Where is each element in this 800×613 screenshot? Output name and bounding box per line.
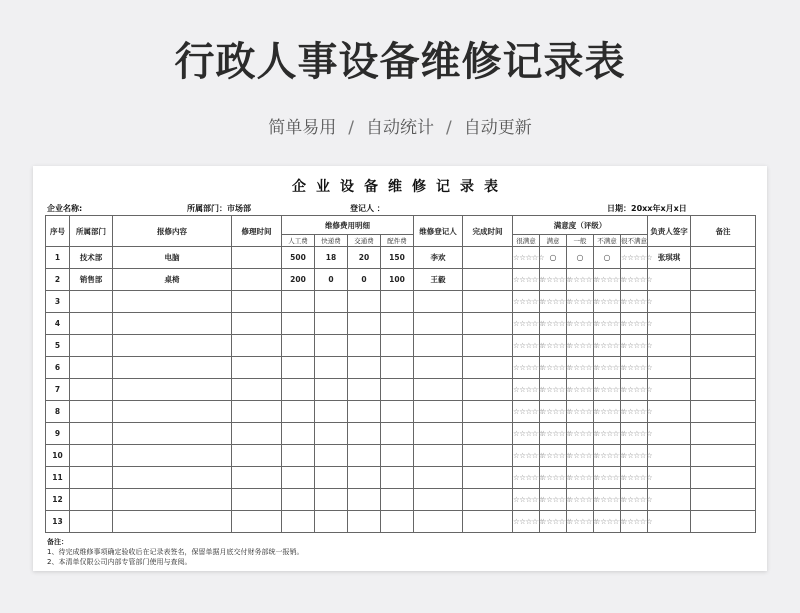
- cell-finish-time[interactable]: [463, 291, 513, 313]
- cell-transport[interactable]: [348, 489, 381, 511]
- cell-very-unsatisfied[interactable]: ☆☆☆☆☆: [621, 335, 648, 357]
- header-normal: 一般: [567, 235, 594, 247]
- table-row: [46, 489, 756, 511]
- cell-finish-time[interactable]: [463, 335, 513, 357]
- header-unsatisfied: 不满意: [594, 235, 621, 247]
- cell-transport[interactable]: [348, 467, 381, 489]
- cell-parts[interactable]: [381, 423, 414, 445]
- cell-registrar[interactable]: [414, 423, 463, 445]
- cell-repair-time[interactable]: [232, 357, 282, 379]
- cell-satisfied[interactable]: ☆☆☆☆☆: [540, 467, 567, 489]
- cell-remark[interactable]: [691, 467, 756, 489]
- cell-finish-time[interactable]: [463, 401, 513, 423]
- cell-very-satisfied[interactable]: ☆☆☆☆☆: [513, 445, 540, 467]
- cell-satisfied[interactable]: ☆☆☆☆☆: [540, 313, 567, 335]
- cell-satisfied[interactable]: ☆☆☆☆☆: [540, 269, 567, 291]
- cell-parts[interactable]: 150: [381, 247, 414, 269]
- cell-department[interactable]: 技术部: [70, 247, 113, 269]
- cell-satisfied[interactable]: ○: [540, 247, 567, 269]
- cell-very-unsatisfied[interactable]: ☆☆☆☆☆: [621, 247, 648, 269]
- cell-department[interactable]: [70, 401, 113, 423]
- feature-easy: 简单易用: [268, 118, 337, 138]
- separator: /: [348, 118, 354, 138]
- cell-remark[interactable]: [691, 247, 756, 269]
- separator: /: [446, 118, 452, 138]
- cell-content[interactable]: 电脑: [113, 247, 232, 269]
- cell-labor[interactable]: [282, 401, 315, 423]
- cell-parts[interactable]: [381, 467, 414, 489]
- cell-transport[interactable]: [348, 357, 381, 379]
- cell-parts[interactable]: [381, 489, 414, 511]
- page-title: 行政人事设备维修记录表: [174, 39, 626, 85]
- cell-transport[interactable]: [348, 445, 381, 467]
- cell-very-unsatisfied[interactable]: ☆☆☆☆☆: [621, 489, 648, 511]
- note-line-2: 2、本清单仅限公司内部专管部门使用与查阅。: [47, 558, 192, 566]
- cell-finish-time[interactable]: [463, 379, 513, 401]
- cell-unsatisfied[interactable]: ☆☆☆☆☆: [594, 401, 621, 423]
- cell-registrar[interactable]: [414, 489, 463, 511]
- cell-content[interactable]: [113, 357, 232, 379]
- cell-no[interactable]: 13: [46, 511, 70, 533]
- cell-finish-time[interactable]: [463, 247, 513, 269]
- cell-labor[interactable]: 500: [282, 247, 315, 269]
- cell-parts[interactable]: [381, 401, 414, 423]
- cell-repair-time[interactable]: [232, 313, 282, 335]
- cell-content[interactable]: [113, 335, 232, 357]
- cell-department[interactable]: [70, 467, 113, 489]
- header-content: 报修内容: [113, 216, 232, 247]
- cell-very-satisfied[interactable]: ☆☆☆☆☆: [513, 401, 540, 423]
- cell-satisfied[interactable]: ☆☆☆☆☆: [540, 511, 567, 533]
- cell-no[interactable]: 4: [46, 313, 70, 335]
- cell-content[interactable]: [113, 401, 232, 423]
- cell-no[interactable]: 9: [46, 423, 70, 445]
- header-repair-time: 修理时间: [232, 216, 282, 247]
- cell-signature[interactable]: [648, 379, 691, 401]
- cell-unsatisfied[interactable]: ☆☆☆☆☆: [594, 357, 621, 379]
- cell-registrar[interactable]: [414, 511, 463, 533]
- notes-title: 备注：: [47, 538, 68, 546]
- cell-normal[interactable]: ☆☆☆☆☆: [567, 313, 594, 335]
- cell-transport[interactable]: [348, 335, 381, 357]
- table-row: [46, 379, 756, 401]
- cell-parts[interactable]: [381, 291, 414, 313]
- cell-remark[interactable]: [691, 291, 756, 313]
- cell-very-unsatisfied[interactable]: ☆☆☆☆☆: [621, 379, 648, 401]
- cell-repair-time[interactable]: [232, 445, 282, 467]
- cell-satisfied[interactable]: ☆☆☆☆☆: [540, 489, 567, 511]
- sheet-title: 企业设备维修记录表: [292, 179, 508, 195]
- cell-labor[interactable]: [282, 357, 315, 379]
- cell-no[interactable]: 2: [46, 269, 70, 291]
- cell-very-unsatisfied[interactable]: ☆☆☆☆☆: [621, 511, 648, 533]
- cell-very-unsatisfied[interactable]: ☆☆☆☆☆: [621, 467, 648, 489]
- cell-registrar[interactable]: [414, 335, 463, 357]
- cell-labor[interactable]: [282, 335, 315, 357]
- cell-normal[interactable]: ☆☆☆☆☆: [567, 357, 594, 379]
- cell-satisfied[interactable]: ☆☆☆☆☆: [540, 401, 567, 423]
- cell-content[interactable]: [113, 467, 232, 489]
- cell-department[interactable]: [70, 511, 113, 533]
- cell-express[interactable]: [315, 313, 348, 335]
- cell-unsatisfied[interactable]: ☆☆☆☆☆: [594, 313, 621, 335]
- cell-very-unsatisfied[interactable]: ☆☆☆☆☆: [621, 401, 648, 423]
- cell-signature[interactable]: [648, 269, 691, 291]
- cell-express[interactable]: [315, 467, 348, 489]
- cell-transport[interactable]: [348, 401, 381, 423]
- cell-very-unsatisfied[interactable]: ☆☆☆☆☆: [621, 291, 648, 313]
- cell-express[interactable]: [315, 423, 348, 445]
- note-line-1: 1、待完成维修事项确定验收后在记录表签名，保留单据月底交付财务部统一报销。: [47, 548, 304, 556]
- table-row: [46, 335, 756, 357]
- cell-parts[interactable]: [381, 379, 414, 401]
- header-labor: 人工费: [282, 235, 315, 247]
- cell-department[interactable]: [70, 423, 113, 445]
- cell-unsatisfied[interactable]: ☆☆☆☆☆: [594, 335, 621, 357]
- cell-remark[interactable]: [691, 313, 756, 335]
- cell-normal[interactable]: ☆☆☆☆☆: [567, 401, 594, 423]
- cell-content[interactable]: [113, 313, 232, 335]
- cell-registrar[interactable]: [414, 467, 463, 489]
- cell-remark[interactable]: [691, 401, 756, 423]
- table-row: [46, 247, 756, 269]
- cell-repair-time[interactable]: [232, 489, 282, 511]
- cell-very-satisfied[interactable]: ☆☆☆☆☆: [513, 357, 540, 379]
- cell-finish-time[interactable]: [463, 269, 513, 291]
- cell-signature[interactable]: [648, 335, 691, 357]
- cell-registrar[interactable]: [414, 291, 463, 313]
- cell-normal[interactable]: ☆☆☆☆☆: [567, 379, 594, 401]
- cell-department[interactable]: [70, 357, 113, 379]
- feature-auto-update: 自动更新: [463, 118, 532, 138]
- cell-repair-time[interactable]: [232, 423, 282, 445]
- cell-express[interactable]: [315, 379, 348, 401]
- cell-transport[interactable]: 20: [348, 247, 381, 269]
- cell-signature[interactable]: [648, 357, 691, 379]
- cell-very-unsatisfied[interactable]: ☆☆☆☆☆: [621, 423, 648, 445]
- table-row: [46, 511, 756, 533]
- cell-express[interactable]: [315, 489, 348, 511]
- cell-parts[interactable]: [381, 313, 414, 335]
- cell-unsatisfied[interactable]: ☆☆☆☆☆: [594, 269, 621, 291]
- cell-very-satisfied[interactable]: ☆☆☆☆☆: [513, 379, 540, 401]
- cell-finish-time[interactable]: [463, 423, 513, 445]
- cell-satisfied[interactable]: ☆☆☆☆☆: [540, 445, 567, 467]
- cell-satisfied[interactable]: ☆☆☆☆☆: [540, 291, 567, 313]
- cell-unsatisfied[interactable]: ☆☆☆☆☆: [594, 379, 621, 401]
- cell-very-satisfied[interactable]: ☆☆☆☆☆: [513, 423, 540, 445]
- cell-repair-time[interactable]: [232, 247, 282, 269]
- cell-parts[interactable]: [381, 357, 414, 379]
- table-row: [46, 313, 756, 335]
- cell-remark[interactable]: [691, 379, 756, 401]
- cell-unsatisfied[interactable]: ☆☆☆☆☆: [594, 511, 621, 533]
- header-transport: 交通费: [348, 235, 381, 247]
- cell-very-satisfied[interactable]: ☆☆☆☆☆: [513, 313, 540, 335]
- cell-registrar[interactable]: [414, 379, 463, 401]
- cell-finish-time[interactable]: [463, 467, 513, 489]
- cell-signature[interactable]: [648, 313, 691, 335]
- cell-parts[interactable]: [381, 335, 414, 357]
- cell-transport[interactable]: [348, 423, 381, 445]
- cell-express[interactable]: 18: [315, 247, 348, 269]
- cell-express[interactable]: 0: [315, 269, 348, 291]
- cell-signature[interactable]: 张琪琪: [648, 247, 691, 269]
- cell-labor[interactable]: [282, 423, 315, 445]
- cell-very-satisfied[interactable]: ☆☆☆☆☆: [513, 269, 540, 291]
- cell-content[interactable]: [113, 511, 232, 533]
- cell-finish-time[interactable]: [463, 511, 513, 533]
- cell-very-unsatisfied[interactable]: ☆☆☆☆☆: [621, 269, 648, 291]
- cell-remark[interactable]: [691, 511, 756, 533]
- cell-registrar[interactable]: [414, 357, 463, 379]
- cell-content[interactable]: 桌椅: [113, 269, 232, 291]
- cell-remark[interactable]: [691, 269, 756, 291]
- cell-labor[interactable]: [282, 467, 315, 489]
- cell-no[interactable]: 6: [46, 357, 70, 379]
- cell-satisfied[interactable]: ☆☆☆☆☆: [540, 357, 567, 379]
- cell-normal[interactable]: ☆☆☆☆☆: [567, 489, 594, 511]
- cell-express[interactable]: [315, 357, 348, 379]
- cell-labor[interactable]: [282, 445, 315, 467]
- cell-normal[interactable]: ☆☆☆☆☆: [567, 445, 594, 467]
- header-satisfied: 满意: [540, 235, 567, 247]
- cell-transport[interactable]: [348, 291, 381, 313]
- header-signature: 负责人签字: [648, 216, 691, 247]
- cell-repair-time[interactable]: [232, 291, 282, 313]
- cell-remark[interactable]: [691, 445, 756, 467]
- cell-transport[interactable]: [348, 379, 381, 401]
- cell-no[interactable]: 5: [46, 335, 70, 357]
- cell-department[interactable]: [70, 291, 113, 313]
- table-row: [46, 467, 756, 489]
- cell-express[interactable]: [315, 335, 348, 357]
- header-express: 快递费: [315, 235, 348, 247]
- header-parts: 配件费: [381, 235, 414, 247]
- cell-registrar[interactable]: [414, 401, 463, 423]
- cell-finish-time[interactable]: [463, 445, 513, 467]
- cell-very-satisfied[interactable]: ☆☆☆☆☆: [513, 247, 540, 269]
- repair-record-table: [45, 215, 756, 533]
- table-row: [46, 269, 756, 291]
- cell-signature[interactable]: [648, 423, 691, 445]
- cell-parts[interactable]: 100: [381, 269, 414, 291]
- cell-registrar[interactable]: 王毅: [414, 269, 463, 291]
- cell-satisfied[interactable]: ☆☆☆☆☆: [540, 423, 567, 445]
- cell-department[interactable]: [70, 313, 113, 335]
- cell-registrar[interactable]: 李欢: [414, 247, 463, 269]
- cell-unsatisfied[interactable]: ☆☆☆☆☆: [594, 467, 621, 489]
- table-row: [46, 445, 756, 467]
- header-very-unsatisfied: 很不满意: [621, 235, 648, 247]
- cell-unsatisfied[interactable]: ☆☆☆☆☆: [594, 423, 621, 445]
- cell-registrar[interactable]: [414, 445, 463, 467]
- cell-no[interactable]: 8: [46, 401, 70, 423]
- cell-transport[interactable]: [348, 511, 381, 533]
- cell-very-satisfied[interactable]: ☆☆☆☆☆: [513, 511, 540, 533]
- cell-signature[interactable]: [648, 467, 691, 489]
- cell-normal[interactable]: ☆☆☆☆☆: [567, 269, 594, 291]
- cell-satisfied[interactable]: ☆☆☆☆☆: [540, 379, 567, 401]
- company-name-label: 企业名称:: [47, 204, 83, 213]
- cell-no[interactable]: 1: [46, 247, 70, 269]
- cell-very-unsatisfied[interactable]: ☆☆☆☆☆: [621, 313, 648, 335]
- cell-registrar[interactable]: [414, 313, 463, 335]
- cell-no[interactable]: 3: [46, 291, 70, 313]
- spreadsheet-preview: [33, 166, 767, 571]
- header-remark: 备注: [691, 216, 756, 247]
- department-label: 所属部门：市场部: [187, 204, 251, 213]
- notes-section: [47, 537, 303, 567]
- cell-department[interactable]: [70, 445, 113, 467]
- cell-department[interactable]: 销售部: [70, 269, 113, 291]
- cell-no[interactable]: 10: [46, 445, 70, 467]
- header-no: 序号: [46, 216, 70, 247]
- cell-very-unsatisfied[interactable]: ☆☆☆☆☆: [621, 445, 648, 467]
- header-satisfaction-group: 满意度（评级）: [513, 216, 648, 235]
- cell-repair-time[interactable]: [232, 467, 282, 489]
- cell-department[interactable]: [70, 335, 113, 357]
- cell-express[interactable]: [315, 511, 348, 533]
- cell-labor[interactable]: [282, 291, 315, 313]
- cell-transport[interactable]: 0: [348, 269, 381, 291]
- feature-auto-stats: 自动统计: [366, 118, 434, 138]
- cell-no[interactable]: 11: [46, 467, 70, 489]
- cell-content[interactable]: [113, 489, 232, 511]
- cell-department[interactable]: [70, 379, 113, 401]
- cell-no[interactable]: 7: [46, 379, 70, 401]
- cell-signature[interactable]: [648, 445, 691, 467]
- cell-signature[interactable]: [648, 291, 691, 313]
- cell-remark[interactable]: [691, 489, 756, 511]
- cell-very-satisfied[interactable]: ☆☆☆☆☆: [513, 291, 540, 313]
- cell-very-unsatisfied[interactable]: ☆☆☆☆☆: [621, 357, 648, 379]
- header-very-satisfied: 很满意: [513, 235, 540, 247]
- cell-signature[interactable]: [648, 511, 691, 533]
- cell-unsatisfied[interactable]: ☆☆☆☆☆: [594, 445, 621, 467]
- cell-express[interactable]: [315, 445, 348, 467]
- cell-remark[interactable]: [691, 335, 756, 357]
- table-body: [46, 247, 756, 533]
- cell-finish-time[interactable]: [463, 357, 513, 379]
- cell-unsatisfied[interactable]: ☆☆☆☆☆: [594, 489, 621, 511]
- cell-repair-time[interactable]: [232, 269, 282, 291]
- cell-normal[interactable]: ☆☆☆☆☆: [567, 291, 594, 313]
- cell-express[interactable]: [315, 401, 348, 423]
- date-label: 日期：20xx年x月x日: [607, 204, 687, 213]
- cell-labor[interactable]: [282, 511, 315, 533]
- cell-repair-time[interactable]: [232, 379, 282, 401]
- cell-no[interactable]: 12: [46, 489, 70, 511]
- cell-express[interactable]: [315, 291, 348, 313]
- cell-remark[interactable]: [691, 423, 756, 445]
- table-row: [46, 401, 756, 423]
- cell-transport[interactable]: [348, 313, 381, 335]
- cell-satisfied[interactable]: ☆☆☆☆☆: [540, 335, 567, 357]
- cell-parts[interactable]: [381, 511, 414, 533]
- header-finish-time: 完成时间: [463, 216, 513, 247]
- cell-parts[interactable]: [381, 445, 414, 467]
- registrar-label: 登记人 ：: [350, 204, 385, 213]
- table-row: [46, 357, 756, 379]
- cell-very-satisfied[interactable]: ☆☆☆☆☆: [513, 489, 540, 511]
- header-department: 所属部门: [70, 216, 113, 247]
- cell-labor[interactable]: [282, 489, 315, 511]
- cell-repair-time[interactable]: [232, 511, 282, 533]
- cell-department[interactable]: [70, 489, 113, 511]
- cell-unsatisfied[interactable]: ☆☆☆☆☆: [594, 291, 621, 313]
- cell-unsatisfied[interactable]: ○: [594, 247, 621, 269]
- cell-content[interactable]: [113, 423, 232, 445]
- cell-very-satisfied[interactable]: ☆☆☆☆☆: [513, 467, 540, 489]
- cell-normal[interactable]: ☆☆☆☆☆: [567, 335, 594, 357]
- header-registrar: 维修登记人: [414, 216, 463, 247]
- cell-remark[interactable]: [691, 357, 756, 379]
- cell-repair-time[interactable]: [232, 335, 282, 357]
- feature-subtitle: [0, 113, 800, 138]
- cell-signature[interactable]: [648, 489, 691, 511]
- cell-content[interactable]: [113, 445, 232, 467]
- cell-labor[interactable]: 200: [282, 269, 315, 291]
- table-row: [46, 423, 756, 445]
- cell-content[interactable]: [113, 379, 232, 401]
- cell-normal[interactable]: ☆☆☆☆☆: [567, 511, 594, 533]
- cell-signature[interactable]: [648, 401, 691, 423]
- table-row: [46, 291, 756, 313]
- cell-finish-time[interactable]: [463, 489, 513, 511]
- header-cost-group: 维修费用明细: [282, 216, 414, 235]
- cell-repair-time[interactable]: [232, 401, 282, 423]
- cell-normal[interactable]: ○: [567, 247, 594, 269]
- cell-labor[interactable]: [282, 313, 315, 335]
- cell-labor[interactable]: [282, 379, 315, 401]
- cell-normal[interactable]: ☆☆☆☆☆: [567, 467, 594, 489]
- cell-very-satisfied[interactable]: ☆☆☆☆☆: [513, 335, 540, 357]
- cell-finish-time[interactable]: [463, 313, 513, 335]
- cell-normal[interactable]: ☆☆☆☆☆: [567, 423, 594, 445]
- cell-content[interactable]: [113, 291, 232, 313]
